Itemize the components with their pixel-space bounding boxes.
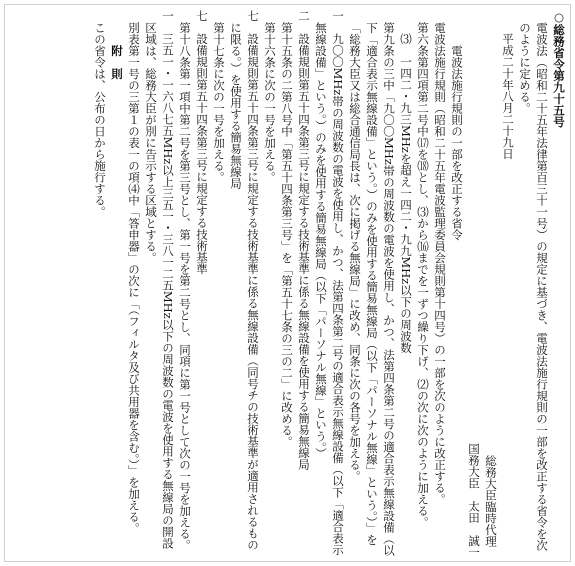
amendment-intro: 電波法施行規則（昭和二十五年電波監理委員会規則第十四号）の一部を次のように改正する。: [433, 21, 447, 505]
amendment-art18: 第十八条第一項中第二号を第三号とし、第一号を第二号とし、同項に第一号として次の一号を加える。: [178, 21, 192, 551]
ordinance-number: ○総務省令第九十五号: [552, 10, 566, 128]
art18-item-1: 一 三五一・一六八七五MHz以上三五一・三八一二五MHz以下の周波数の電波を使用する無線局の開設区域は、総務大臣が別に告示する区域とする。: [144, 10, 175, 549]
art9-item-2: 二 設備規則第五十四条第三号に規定する技術基準に係る無線設備を使用する簡易無線局: [297, 10, 311, 470]
signer-name: 国務大臣 太田 誠一: [467, 443, 481, 558]
intro-paragraph: 電波法（昭和二十五年法律第百三十一号）の規定に基づき、電波法施行規則の一部を改正する省令を次のように定める。: [518, 21, 549, 551]
amendment-art16: 第十六条に次の一号を加える。: [263, 21, 277, 183]
amendment-appendix: 別表第一号の三第１の表一の項⑷中「答申器」の次に「（フィルタ及び共用器を含む。）」を加える。: [127, 21, 141, 534]
amendment-art9: 第九条の三中「九〇〇MHz帯の周波数の電波を使用し、かつ、法第四条第二号の適合表示無線設備（以下「適合表示無線設備」という。）のみを使用する簡易無線局（以下「パーソナル無線」という。）」を「総務大臣又は総合通信局長は、次に掲げる無線局」に改め、同条に次の各号を加える。: [348, 21, 396, 556]
vertical-text-body: [91, 10, 567, 558]
issue-date: 平成二十年八月二十九日: [501, 33, 515, 160]
ordinance-title: 電波法施行規則の一部を改正する省令: [450, 44, 464, 240]
amendment-art6: 第六条第四項第二号中⒄を⒅とし、⑶から⒃までを一ずつ繰り下げ、⑵の次に次のように加える。: [416, 21, 430, 528]
amendment-art17: 第十七条に次の一号を加える。: [212, 21, 226, 183]
amendment-art15: 第十五条の二第八号中「第五十四条第三号」を「第五十七条の三の二」に改める。: [280, 21, 294, 447]
art9-item-1: 一 九〇〇MHz帯の周波数の電波を使用し、かつ、法第四条第二号の適合表示無線設備（以下「適合表示無線設備」という。）のみを使用する簡易無線局（以下「パーソナル無線」という。）: [314, 10, 345, 556]
art17-item-7: 七 設備規則第五十四条第三号に規定する技術基準: [195, 10, 209, 275]
signer-role: 総務大臣臨時代理: [484, 454, 498, 547]
supplementary-heading: 附 則: [110, 44, 124, 79]
art16-item-7: 七 設備規則第五十四条第三号に規定する技術基準に係る無線設備（同号チの技術基準が適用されるものに限る。）を使用する簡易無線局: [229, 10, 260, 551]
supplementary-text: この省令は、公布の日から施行する。: [93, 21, 107, 217]
inserted-item-3: ⑶ 一四二・九三MHzを超え一四二・九九MHz以下の周波数: [399, 33, 413, 354]
